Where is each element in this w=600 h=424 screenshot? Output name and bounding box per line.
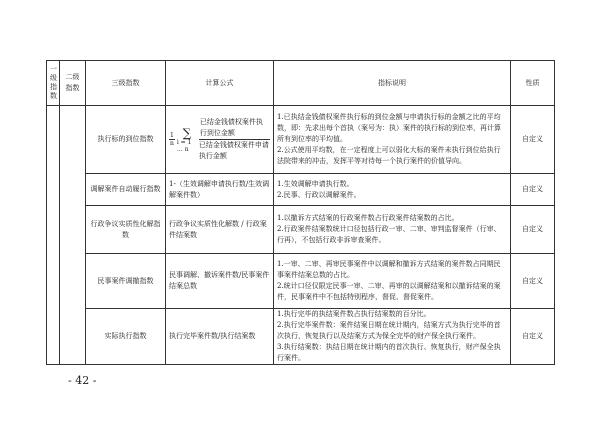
fraction-numerator: 已结金钱债权案件执行到位金额: [199, 117, 270, 140]
indicator-name: 行政争议实质性化解指数: [86, 206, 166, 254]
indicator-nature: 自定义: [511, 309, 555, 365]
prefix-numerator: 1: [170, 132, 174, 139]
main-fraction: [199, 117, 270, 162]
formula-cell: 民事调解、撤诉案件数/民事案件结案总数: [166, 254, 274, 309]
formula-cell: [166, 106, 274, 174]
indicator-description: 1.生效调解申请执行数。 2.民事、行政以调解案件。: [274, 174, 511, 206]
index-table: [46, 60, 555, 365]
indicator-nature: 自定义: [511, 106, 555, 174]
indicator-nature: 自定义: [511, 174, 555, 206]
indicator-name: 调解案件自动履行指数: [86, 174, 166, 206]
header-level3: 三级指数: [86, 61, 166, 106]
level1-cell: [47, 106, 60, 365]
prefix-denominator: n: [169, 140, 174, 147]
sum-limits: i = 1 … n: [176, 138, 192, 153]
indicator-description: 1.已执结金钱债权案件执行标的到位金额与申请执行标的金额之比的平均数，即：先求出每个首执（案号为：执）案件的执行标的到位率，再计算所有到位率的平均值。 2.公式使用平均数，在一定程度上可以弱化大标的案件未执行到位给执行法院带来的冲击，发挥平等对待每一个执行案件的价值导向。: [274, 106, 511, 174]
table-header-row: [47, 61, 555, 106]
header-nature: 性质: [511, 61, 555, 106]
indicator-description: 1.执行完毕的执结案件数占执行结案数的百分比。 2.执行完毕案件数：案件结案日期在统计期内，结案方式为执行完毕的首次执行，恢复执行以及结案方式为保全完毕的财产保全执行案件。 3.执行结案数：执结日期在统计期内的首次执行、恢复执行，财产保全执行案件。: [274, 309, 511, 365]
table-row: [47, 254, 555, 309]
formula-cell: 行政争议实质性化解数 / 行政案件结案数: [166, 206, 274, 254]
table-row: [47, 309, 555, 365]
fraction-denominator: 已结金钱债权案件申请执行金额: [198, 141, 269, 160]
formula-cell: 执行完毕案件数/执行结案数: [166, 309, 274, 365]
header-formula: 计算公式: [166, 61, 274, 106]
formula-expression: [169, 117, 270, 162]
header-description: 指标说明: [274, 61, 511, 106]
table-row: [47, 106, 555, 174]
page-number: - 42 -: [68, 374, 97, 387]
indicator-nature: 自定义: [511, 206, 555, 254]
formula-cell: 1-（生效调解申请执行数/生效调解案件数）: [166, 174, 274, 206]
header-level1: 一级指数: [47, 61, 60, 106]
prefix-fraction: [169, 132, 175, 147]
indicator-nature: 自定义: [511, 254, 555, 309]
indicator-description: 1.一审、二审、再审民事案件中以调解和撤诉方式结案的案件数占同期民事案件结案总数的占比。 2.统计口径仅限定民事一审、二审、再审的以调解结案和以撤诉结案的案件，民事案件中不包括特别程序、督促、督促案件。: [274, 254, 511, 309]
sum-symbol: [177, 127, 197, 153]
level2-cell: [60, 106, 86, 365]
indicator-name: 执行标的到位指数: [86, 106, 166, 174]
table-row: [47, 206, 555, 254]
sum-sign: ∑: [182, 125, 192, 140]
header-level2: 二级指数: [60, 61, 86, 106]
table-row: [47, 174, 555, 206]
indicator-name: 民事案件调撤指数: [86, 254, 166, 309]
indicator-description: 1.以撤诉方式结案的行政案件数占行政案件结案数的占比。 2.行政案件结案数统计口径包括行政一审、二审、审判监督案件（行审、行再），不包括行政非诉审查案件。: [274, 206, 511, 254]
indicator-name: 实际执行指数: [86, 309, 166, 365]
